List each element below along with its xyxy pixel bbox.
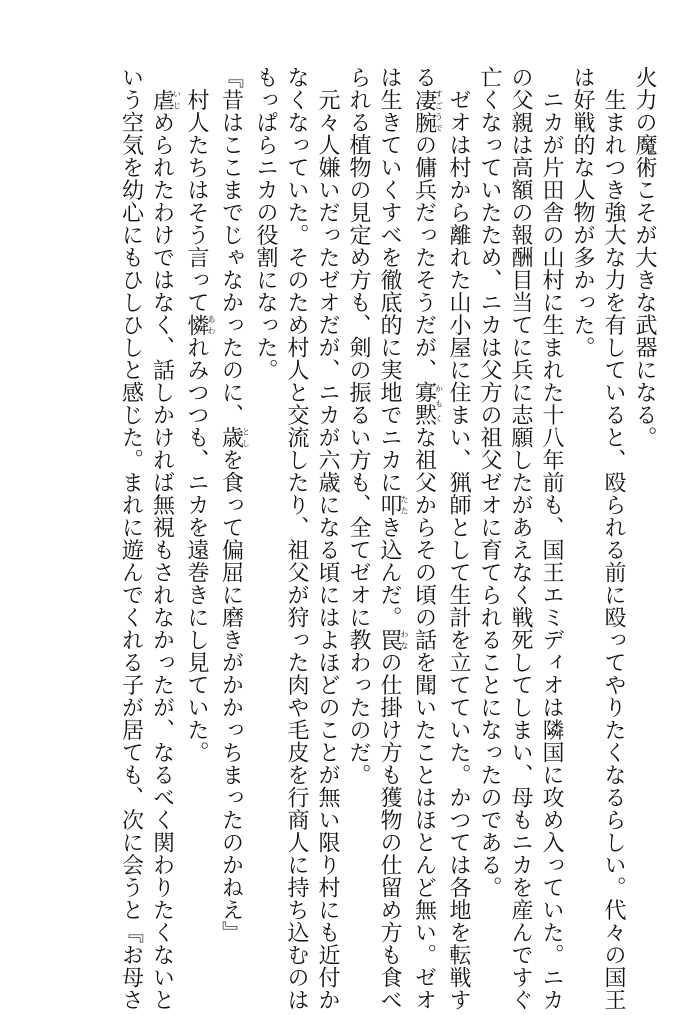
text-line-4: ニカが片田舎の山村に生まれた十八年前も、国王エミディオは隣国に攻め入っていた。ニカ	[539, 66, 564, 1011]
text-line-8: る凄腕すごうでの傭兵だったそうだが、寡黙かもくな祖父からその頃の話を聞いたことはほとんど無い。ゼオ	[411, 66, 444, 1011]
text-line-6: 亡くなっていたため、ニカは父方の祖父ゼオに育てられることになったのである。	[477, 66, 502, 899]
ruby-tata: 叩たた	[377, 493, 409, 516]
text-line-11: 元々人嫌いだったゼオだが、ニカが六歳になる頃にはよほどのことが無い限り村にも近付か	[315, 66, 340, 1011]
ruby-sugoude: 凄腕すごうで	[411, 88, 444, 134]
text-line-14: 『昔はここまでじゃなかったのに、歳としを食って偏屈に磨きがかかっちまったのかねえ』	[218, 66, 251, 944]
text-line-9: は生きていくすべを徹底的に実地でニカに叩たたき込んだ。罠わなの仕掛け方も獲物の仕留め方も食べ	[377, 66, 409, 1011]
ruby-kamoku: 寡黙かもく	[411, 381, 444, 426]
text-line-5: の父親は高額の報酬目当てに兵に志願したがあえなく戦死してしまい、母もニカを産んですぐ	[508, 66, 533, 1011]
vertical-text-body	[116, 66, 661, 1011]
text-line-16: 虐いじめられたわけではなく、話しかければ無視もされなかったが、なるべく関わりたくないと	[149, 88, 182, 1011]
ruby-awa: 憐あわ	[184, 313, 216, 336]
ruby-toshi: 歳とし	[218, 426, 251, 449]
text-line-1: 火力の魔術こそが大きな武器になる。	[632, 66, 657, 449]
ruby-wana: 罠わな	[377, 628, 409, 651]
text-line-12: なくなっていた。そのため村人と交流したり、祖父が狩った肉や毛皮を行商人に持ち込むのは	[284, 66, 309, 1011]
text-line-13: もっぱらニカの役割になった。	[253, 66, 278, 381]
text-line-15: 村人たちはそう言って憐あわれみつつも、ニカを遠巻きにし見ていた。	[184, 66, 216, 764]
text-line-17: いう空気を幼心にもひしひしと感じた。まれに遊んでくれる子が居ても、次に会うと『お母さ	[118, 66, 144, 1011]
ruby-iji: 虐いじ	[149, 88, 182, 111]
text-line-2: 生まれつき強大な力を有していると、殴られる前に殴ってやりたくなるらしい。代々の国王	[601, 66, 626, 1011]
text-line-7: ゼオは村から離れた山小屋に住まい、猟師として生計を立てていた。かつては各地を転戦す	[446, 66, 471, 1011]
text-line-10: られる植物の見定め方も、剣の振るい方も、全てゼオに教わったのだ。	[346, 66, 371, 786]
text-line-3: は好戦的な人物が多かった。	[570, 66, 595, 359]
